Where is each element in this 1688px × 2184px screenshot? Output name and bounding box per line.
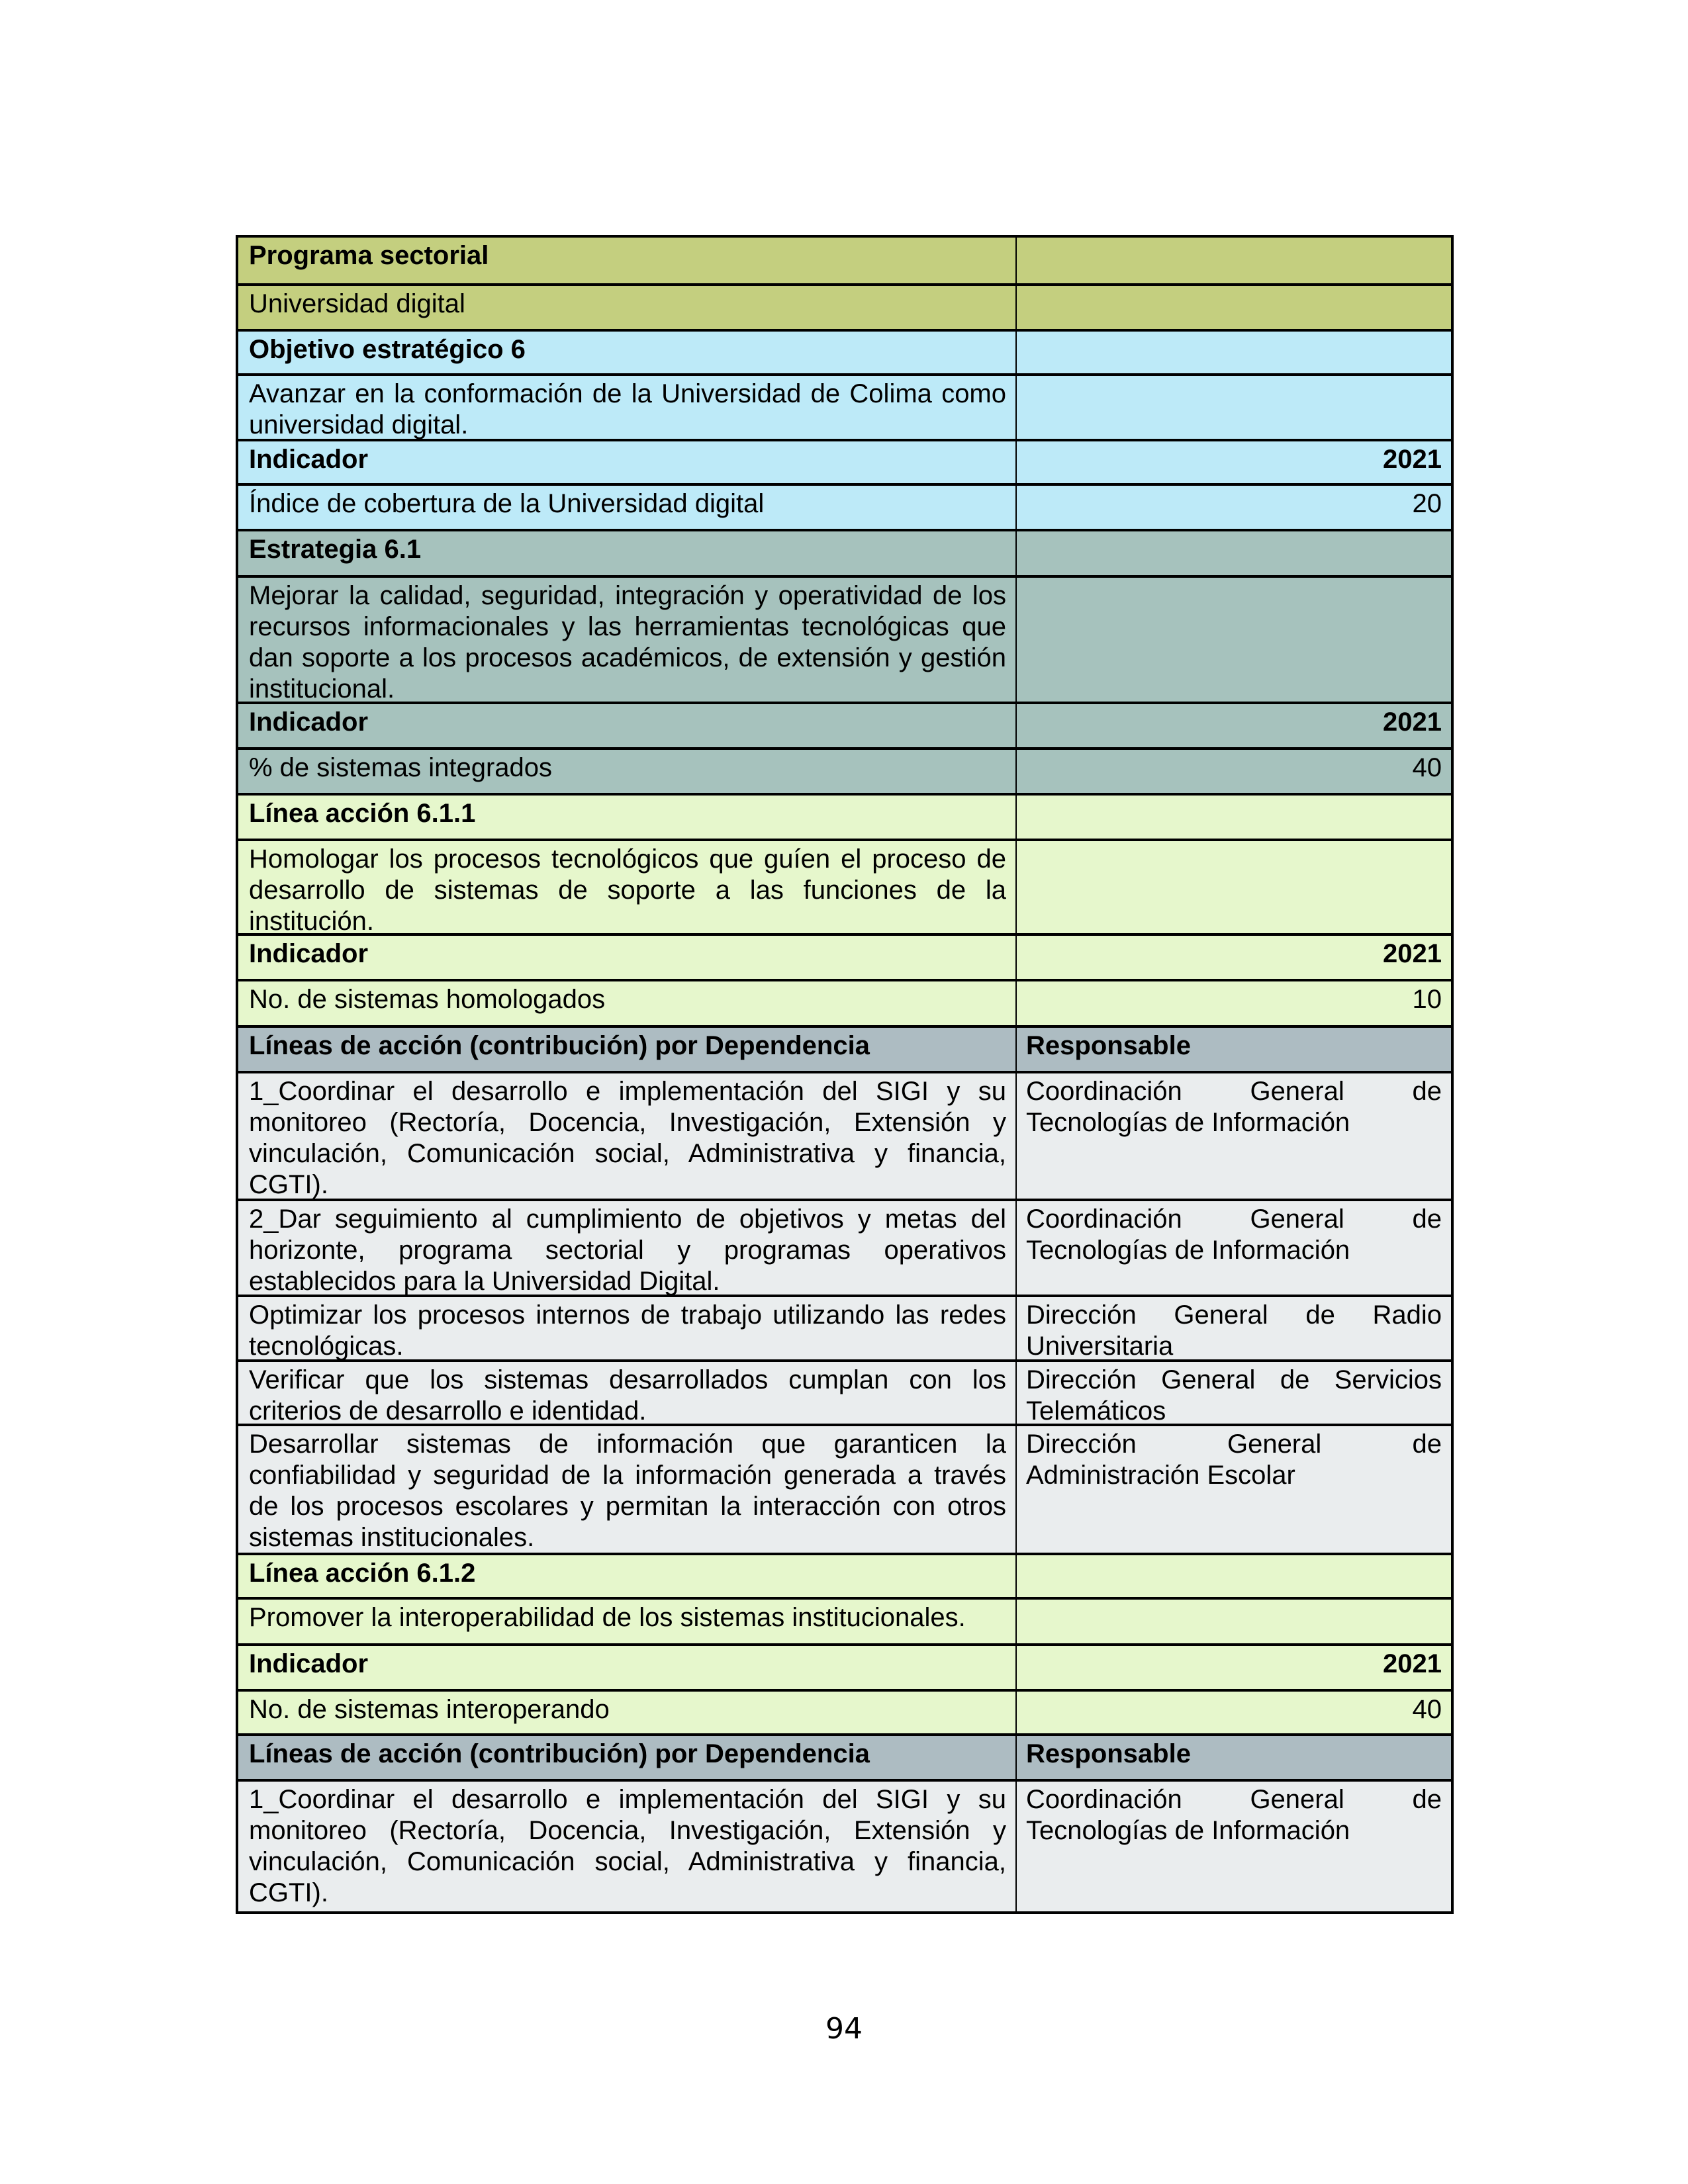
- objetivo-indicator-header-row: [238, 439, 1451, 483]
- linea-612-year: 2021: [1383, 1649, 1442, 1678]
- contrib-action: 1_Coordinar el desarrollo e implementación del SIGI y su monitoreo (Rectoría, Docencia, Investigación, Extensión y vinculación, Comunicación social, Administrativa y financia, CGTI).: [238, 1782, 1017, 1911]
- linea-612-indicator-label: Indicador: [238, 1646, 1017, 1689]
- objetivo-label-row: [238, 329, 1451, 373]
- estrategia-description: Mejorar la calidad, seguridad, integración y operatividad de los recursos informacionales y las herramientas tecnológicas que dan soporte a los procesos académicos, de extensión y gestión institucional.: [238, 578, 1017, 702]
- contrib-action: Desarrollar sistemas de información que garanticen la confiabilidad y seguridad de la información generada a través de los procesos escolares y permitan la interacción con otros sistemas institucionales.: [238, 1426, 1017, 1553]
- estrategia-year: 2021: [1383, 707, 1442, 737]
- contrib-action: Optimizar los procesos internos de trabajo utilizando las redes tecnológicas.: [238, 1297, 1017, 1359]
- linea-611-description: Homologar los procesos tecnológicos que guíen el proceso de desarrollo de sistemas de soporte a las funciones de la institución.: [238, 841, 1017, 933]
- programa-label-row: [238, 238, 1451, 283]
- contrib-responsable: Dirección General de Administración Escolar: [1026, 1430, 1442, 1490]
- contrib-action: Verificar que los sistemas desarrollados cumplan con los criterios de desarrollo e identidad.: [238, 1362, 1017, 1424]
- contrib-action: 1_Coordinar el desarrollo e implementación del SIGI y su monitoreo (Rectoría, Docencia, Investigación, Extensión y vinculación, Comunicación social, Administrativa y financia, CGTI).: [238, 1073, 1017, 1199]
- linea-611-value: 10: [1412, 985, 1442, 1014]
- objetivo-year: 2021: [1383, 445, 1442, 474]
- linea-612-description: Promover la interoperabilidad de los sistemas institucionales.: [238, 1600, 1017, 1643]
- responsable-header: Responsable: [1026, 1031, 1191, 1060]
- estrategia-indicator-header-row: [238, 702, 1451, 747]
- objetivo-indicator-row: [238, 483, 1451, 529]
- contrib-action: 2_Dar seguimiento al cumplimiento de objetivos y metas del horizonte, programa sectorial y programas operativos establecidos para la Universidad Digital.: [238, 1201, 1017, 1295]
- estrategia-indicator-label: Indicador: [238, 704, 1017, 747]
- linea-611-contrib-header-row: [238, 1025, 1451, 1071]
- linea-612-description-row: [238, 1597, 1451, 1643]
- linea-611-indicator-label: Indicador: [238, 936, 1017, 979]
- linea-611-label-row: [238, 793, 1451, 839]
- linea-612-label-row: [238, 1553, 1451, 1597]
- estrategia-description-row: [238, 575, 1451, 702]
- contrib-row: [238, 1424, 1451, 1553]
- programa-name-row: [238, 283, 1451, 329]
- linea-612-indicator-row: [238, 1689, 1451, 1733]
- objetivo-description: Avanzar en la conformación de la Universidad de Colima como universidad digital.: [238, 376, 1017, 439]
- contrib-header: Líneas de acción (contribución) por Dependencia: [238, 1028, 1017, 1071]
- contrib-responsable: Coordinación General de Tecnologías de Información: [1026, 1205, 1442, 1265]
- contrib-responsable: Coordinación General de Tecnologías de Información: [1026, 1077, 1442, 1137]
- objetivo-indicator-label: Indicador: [238, 441, 1017, 483]
- linea-612-label: Línea acción 6.1.2: [238, 1555, 1017, 1597]
- objetivo-label: Objetivo estratégico 6: [238, 332, 1017, 373]
- planning-table: [236, 235, 1454, 1914]
- contrib-row: [238, 1359, 1451, 1424]
- contrib-responsable: Dirección General de Servicios Telemáticos: [1026, 1365, 1442, 1426]
- page-number: 94: [825, 2012, 863, 2046]
- programa-label: Programa sectorial: [238, 238, 1017, 283]
- linea-612-indicator-header-row: [238, 1643, 1451, 1689]
- linea-611-year: 2021: [1383, 939, 1442, 968]
- linea-612-contrib-header-row: [238, 1733, 1451, 1779]
- objetivo-description-row: [238, 373, 1451, 439]
- estrategia-label: Estrategia 6.1: [238, 531, 1017, 575]
- estrategia-value: 40: [1412, 753, 1442, 782]
- linea-611-indicator-row: [238, 979, 1451, 1025]
- contrib-header: Líneas de acción (contribución) por Dependencia: [238, 1736, 1017, 1779]
- estrategia-indicator: % de sistemas integrados: [238, 750, 1017, 793]
- contrib-responsable: Coordinación General de Tecnologías de Información: [1026, 1785, 1442, 1845]
- programa-name: Universidad digital: [238, 286, 1017, 329]
- contrib-row: [238, 1071, 1451, 1199]
- contrib-responsable: Dirección General de Radio Universitaria: [1026, 1300, 1442, 1361]
- linea-611-indicator: No. de sistemas homologados: [238, 981, 1017, 1025]
- objetivo-indicator: Índice de cobertura de la Universidad digital: [238, 486, 1017, 529]
- contrib-row: [238, 1295, 1451, 1359]
- linea-612-value: 40: [1412, 1695, 1442, 1724]
- linea-611-description-row: [238, 839, 1451, 936]
- contrib-row: [238, 1199, 1451, 1295]
- estrategia-label-row: [238, 529, 1451, 575]
- responsable-header: Responsable: [1026, 1739, 1191, 1768]
- contrib-row: [238, 1779, 1451, 1911]
- linea-611-indicator-header-row: [238, 933, 1451, 979]
- estrategia-indicator-row: [238, 747, 1451, 793]
- objetivo-value: 20: [1412, 489, 1442, 518]
- linea-611-label: Línea acción 6.1.1: [238, 796, 1017, 839]
- linea-612-indicator: No. de sistemas interoperando: [238, 1692, 1017, 1733]
